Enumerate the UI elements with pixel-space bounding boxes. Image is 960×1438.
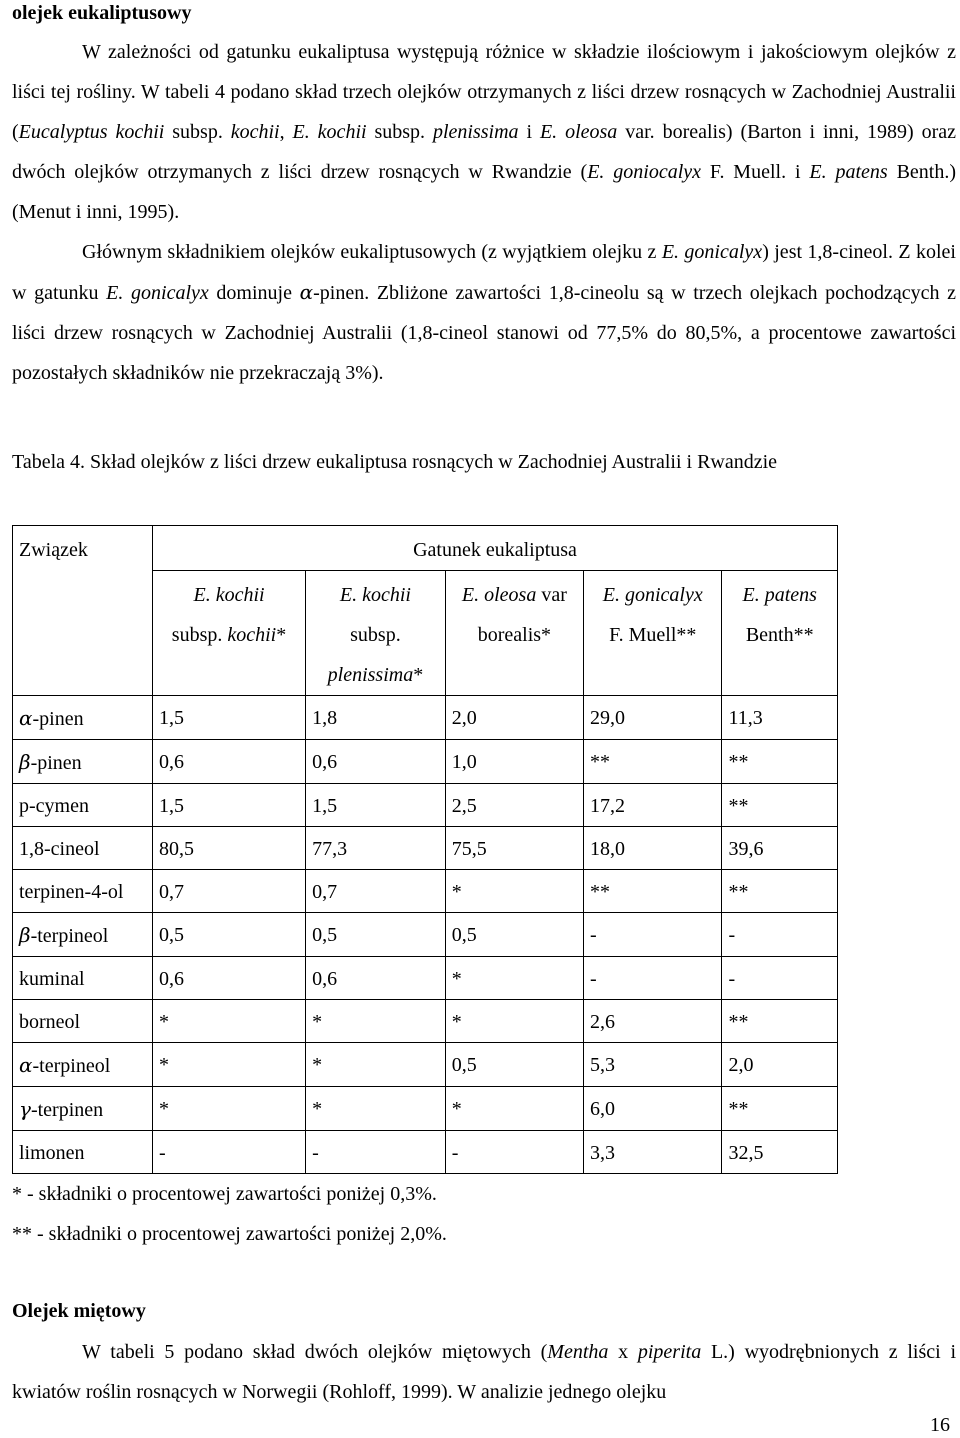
value-cell: 0,5 bbox=[445, 1043, 583, 1087]
footnote-double-asterisk: ** - składniki o procentowej zawartości poniżej 2,0%. bbox=[12, 1223, 447, 1245]
value-cell: * bbox=[153, 1000, 306, 1043]
value-cell: * bbox=[445, 957, 583, 1000]
value-cell: ** bbox=[583, 870, 722, 913]
value-cell: 0,6 bbox=[153, 740, 306, 784]
value-cell: 11,3 bbox=[722, 696, 838, 740]
value-cell: 0,5 bbox=[306, 913, 446, 957]
value-cell: 17,2 bbox=[583, 784, 722, 827]
value-cell: - bbox=[445, 1131, 583, 1174]
header-compound: Związek bbox=[13, 526, 153, 696]
compound-cell bbox=[13, 740, 153, 784]
table-row bbox=[13, 784, 838, 827]
value-cell: ** bbox=[722, 784, 838, 827]
value-cell: * bbox=[153, 1043, 306, 1087]
italic-run: E. gonicalyx bbox=[602, 584, 703, 606]
compound-name: -terpineol bbox=[30, 925, 109, 947]
compound-name: kuminal bbox=[19, 968, 85, 990]
text-run: * bbox=[276, 624, 287, 646]
value-cell: 77,3 bbox=[306, 827, 446, 870]
paragraph-eucalyptus-composition bbox=[12, 32, 956, 232]
text-run: * bbox=[413, 664, 424, 686]
value-cell: 75,5 bbox=[445, 827, 583, 870]
table-row bbox=[13, 1087, 838, 1131]
value-cell: 0,6 bbox=[306, 740, 446, 784]
header-line bbox=[590, 575, 716, 615]
footnote-single-asterisk: * - składniki o procentowej zawartości poniżej 0,3%. bbox=[12, 1183, 437, 1205]
header-line bbox=[312, 615, 439, 655]
greek-letter: α bbox=[299, 280, 314, 304]
compound-cell bbox=[13, 827, 153, 870]
greek-letter: γ bbox=[19, 1097, 31, 1121]
value-cell: ** bbox=[583, 740, 722, 784]
value-cell: 1,8 bbox=[306, 696, 446, 740]
compound-name: -pinen bbox=[30, 752, 82, 774]
header-line bbox=[312, 575, 439, 615]
compound-cell bbox=[13, 696, 153, 740]
value-cell: 1,5 bbox=[153, 784, 306, 827]
italic-run: E. patens bbox=[742, 584, 817, 606]
table-row bbox=[13, 1131, 838, 1174]
value-cell: ** bbox=[722, 1087, 838, 1131]
italic-run: kochii bbox=[227, 624, 277, 646]
italic-run: Mentha bbox=[547, 1341, 609, 1363]
italic-run: E. oleosa bbox=[461, 584, 537, 606]
value-cell: 80,5 bbox=[153, 827, 306, 870]
header-species bbox=[583, 571, 722, 696]
value-cell: 1,0 bbox=[445, 740, 583, 784]
value-cell: ** bbox=[722, 740, 838, 784]
value-cell: 32,5 bbox=[722, 1131, 838, 1174]
table-header-row bbox=[13, 526, 838, 571]
value-cell: - bbox=[306, 1131, 446, 1174]
paragraph-peppermint bbox=[12, 1332, 956, 1412]
value-cell: - bbox=[722, 957, 838, 1000]
text-run: borealis* bbox=[477, 624, 552, 646]
text-run: subsp. bbox=[171, 624, 228, 646]
value-cell: 29,0 bbox=[583, 696, 722, 740]
composition-table bbox=[12, 525, 838, 1174]
greek-letter: β bbox=[19, 923, 31, 947]
greek-letter: α bbox=[19, 706, 33, 730]
compound-cell bbox=[13, 1000, 153, 1043]
italic-run: E. gonicalyx bbox=[106, 282, 209, 304]
table-row bbox=[13, 870, 838, 913]
value-cell: ** bbox=[722, 870, 838, 913]
text-run: ) jest 1,8-cineol. Z kolei w gatunku bbox=[12, 241, 956, 304]
compound-cell bbox=[13, 870, 153, 913]
text-run: L.) wyodrębnionych z liści i kwiatów roślin rosnących w Norwegii (Rohloff, 1999). W analizie jednego olejku bbox=[12, 1341, 956, 1403]
value-cell: * bbox=[445, 870, 583, 913]
compound-cell bbox=[13, 957, 153, 1000]
italic-run: Eucalyptus kochii bbox=[18, 121, 165, 143]
text-run: dominuje bbox=[208, 282, 300, 304]
greek-letter: α bbox=[19, 1053, 33, 1077]
value-cell: * bbox=[153, 1087, 306, 1131]
greek-letter: β bbox=[19, 750, 31, 774]
table-row bbox=[13, 913, 838, 957]
value-cell: 1,5 bbox=[306, 784, 446, 827]
italic-run: plenissima bbox=[327, 664, 414, 686]
table-row bbox=[13, 696, 838, 740]
value-cell: * bbox=[445, 1000, 583, 1043]
value-cell: * bbox=[306, 1087, 446, 1131]
value-cell: 3,3 bbox=[583, 1131, 722, 1174]
italic-run: E. patens bbox=[809, 161, 888, 183]
italic-run: plenissima bbox=[432, 121, 519, 143]
table-row bbox=[13, 740, 838, 784]
value-cell: * bbox=[306, 1000, 446, 1043]
value-cell: 39,6 bbox=[722, 827, 838, 870]
text-run: x bbox=[608, 1341, 638, 1363]
italic-run: piperita bbox=[637, 1341, 702, 1363]
text-run: Benth** bbox=[745, 624, 814, 646]
compound-name: 1,8-cineol bbox=[19, 838, 100, 860]
text-run: var. borealis) (Barton i inni, 1989) oraz dwóch olejków otrzymanych z liści drzew rosnących w Rwandzie ( bbox=[12, 121, 957, 183]
compound-cell bbox=[13, 1131, 153, 1174]
table-caption: Tabela 4. Skład olejków z liści drzew eukaliptusa rosnących w Zachodniej Australii i Rwandzie bbox=[12, 451, 778, 473]
value-cell: * bbox=[306, 1043, 446, 1087]
compound-name: borneol bbox=[19, 1011, 81, 1033]
value-cell: 0,7 bbox=[153, 870, 306, 913]
text-run: F. Muell. i bbox=[701, 161, 810, 183]
document-page bbox=[12, 0, 957, 1436]
table-row bbox=[13, 957, 838, 1000]
header-species-group: Gatunek eukaliptusa bbox=[153, 526, 838, 571]
value-cell: 0,6 bbox=[153, 957, 306, 1000]
header-line bbox=[590, 615, 716, 655]
italic-run: E. gonicalyx bbox=[661, 241, 763, 263]
text-run: F. Muell** bbox=[609, 624, 697, 646]
value-cell: 2,5 bbox=[445, 784, 583, 827]
text-run: -pinen. Zbliżone zawartości 1,8-cineolu są w trzech olejkach pochodzących z liści drzew rosnących w Zachodniej Australii (1,8-cineol stanowi od 77,5% do 80,5%, a procentowe zawartości pozostałych składników nie przekraczają 3%). bbox=[12, 282, 957, 384]
italic-run: kochii bbox=[230, 121, 280, 143]
table-row bbox=[13, 827, 838, 870]
text-run: i bbox=[518, 121, 540, 143]
value-cell: - bbox=[583, 913, 722, 957]
header-species bbox=[445, 571, 583, 696]
header-line bbox=[312, 655, 439, 695]
text-run: var bbox=[536, 584, 567, 606]
value-cell: 1,5 bbox=[153, 696, 306, 740]
italic-run: E. kochii bbox=[292, 121, 367, 143]
compound-cell bbox=[13, 784, 153, 827]
italic-run: E. goniocalyx bbox=[587, 161, 702, 183]
value-cell: 2,0 bbox=[722, 1043, 838, 1087]
text-run: Głównym składnikiem olejków eukaliptusowych (z wyjątkiem olejku z bbox=[82, 241, 662, 263]
section-heading-peppermint: Olejek miętowy bbox=[12, 1300, 146, 1322]
value-cell: * bbox=[445, 1087, 583, 1131]
table-row bbox=[13, 1000, 838, 1043]
compound-cell bbox=[13, 1043, 153, 1087]
text-run: subsp. bbox=[366, 121, 433, 143]
compound-cell bbox=[13, 1087, 153, 1131]
section-peppermint bbox=[12, 1298, 956, 1412]
header-line bbox=[452, 575, 577, 615]
compound-name: -terpineol bbox=[32, 1055, 111, 1077]
table-row bbox=[13, 1043, 838, 1087]
compound-name: terpinen-4-ol bbox=[19, 881, 124, 903]
header-line bbox=[728, 575, 831, 615]
table-body bbox=[13, 696, 838, 1174]
value-cell: 2,6 bbox=[583, 1000, 722, 1043]
compound-name: p-cymen bbox=[19, 795, 89, 817]
compound-name: limonen bbox=[19, 1142, 85, 1164]
paragraph-eucalyptus-main-component bbox=[12, 232, 956, 393]
header-species bbox=[722, 571, 838, 696]
text-run: subsp. bbox=[350, 624, 401, 646]
value-cell: ** bbox=[722, 1000, 838, 1043]
value-cell: 0,5 bbox=[153, 913, 306, 957]
value-cell: 0,6 bbox=[306, 957, 446, 1000]
text-run: W zależności od gatunku eukaliptusa występują różnice w składzie ilościowym i jakościowym olejków z liści tej rośliny. W tabeli 4 podano skład trzech olejków otrzymanych z liści drzew rosnących w Zachodniej Australii ( bbox=[12, 41, 956, 143]
header-species bbox=[153, 571, 306, 696]
header-line bbox=[728, 615, 831, 655]
table-footnotes bbox=[12, 1174, 447, 1254]
text-run: , bbox=[279, 121, 293, 143]
text-run: subsp. bbox=[164, 121, 231, 143]
compound-name: -pinen bbox=[32, 708, 84, 730]
value-cell: - bbox=[583, 957, 722, 1000]
text-run: W tabeli 5 podano skład dwóch olejków miętowych ( bbox=[82, 1341, 548, 1363]
section-heading-eucalyptus: olejek eukaliptusowy bbox=[12, 2, 192, 24]
header-line bbox=[159, 575, 299, 615]
header-species bbox=[306, 571, 446, 696]
text-run: Benth.) (Menut i inni, 1995). bbox=[12, 161, 957, 223]
value-cell: 0,7 bbox=[306, 870, 446, 913]
header-line bbox=[159, 615, 299, 655]
value-cell: 6,0 bbox=[583, 1087, 722, 1131]
italic-run: E. kochii bbox=[193, 584, 265, 606]
page-number: 16 bbox=[930, 1414, 950, 1436]
header-line bbox=[452, 615, 577, 655]
value-cell: - bbox=[153, 1131, 306, 1174]
compound-name: -terpinen bbox=[30, 1099, 104, 1121]
value-cell: - bbox=[722, 913, 838, 957]
italic-run: E. kochii bbox=[339, 584, 411, 606]
value-cell: 0,5 bbox=[445, 913, 583, 957]
value-cell: 2,0 bbox=[445, 696, 583, 740]
compound-cell bbox=[13, 913, 153, 957]
italic-run: E. oleosa bbox=[539, 121, 618, 143]
value-cell: 5,3 bbox=[583, 1043, 722, 1087]
value-cell: 18,0 bbox=[583, 827, 722, 870]
